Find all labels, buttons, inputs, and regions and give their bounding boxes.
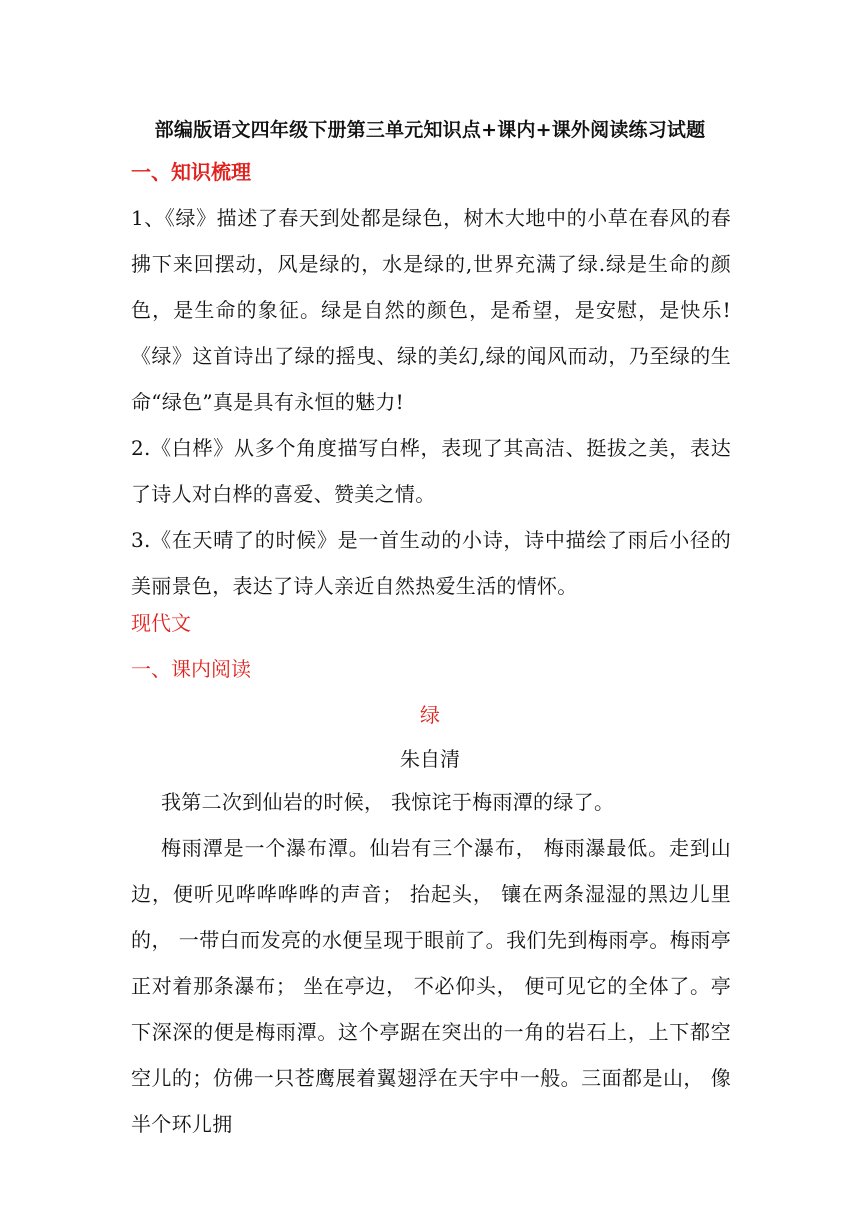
passage-title: 绿 — [420, 703, 440, 727]
passage-author: 朱自清 — [400, 747, 460, 771]
section-heading-knowledge: 一、知识梳理 — [131, 160, 251, 184]
passage-paragraph-2: 梅雨潭是一个瀑布潭。仙岩有三个瀑布， 梅雨瀑最低。走到山边，便听见哗哗哗哗的声音； 抬起头， 镶在两条湿湿的黑边儿里的， 一带白而发亮的水便呈现于眼前了。我们先到梅雨亭。梅雨亭正对着那条瀑布； 坐在亭边， 不必仰头， 便可见它的全体了。亭下深深的便是梅雨潭。这个亭踞在突出的一角的岩石上，上下都空空儿的；仿佛一只苍鹰展着翼翅浮在天宇中一般。三面都是山， 像半个环儿拥 — [131, 836, 731, 1136]
knowledge-point-3: 3.《在天晴了的时候》是一首生动的小诗，诗中描绘了雨后小径的美丽景色，表达了诗人亲近自然热爱生活的情怀。 — [131, 528, 731, 598]
section-heading-modern-text: 现代文 — [131, 611, 191, 635]
knowledge-points — [131, 195, 731, 609]
document-title: 部编版语文四年级下册第三单元知识点+课内+课外阅读练习试题 — [154, 119, 706, 141]
knowledge-point-1: 1、《绿》描述了春天到处都是绿色，树木大地中的小草在春风的春拂下来回摆动，风是绿的，水是绿的,世界充满了绿.绿是生命的颜色，是生命的象征。绿是自然的颜色，是希望，是安慰，是快乐!《绿》这首诗出了绿的摇曳、绿的美幻,绿的闻风而动，乃至绿的生命“绿色”真是具有永恒的魅力! — [131, 206, 731, 414]
passage-body — [131, 779, 731, 1147]
knowledge-point-2: 2.《白桦》从多个角度描写白桦，表现了其高洁、挺拔之美，表达了诗人对白桦的喜爱、赞美之情。 — [131, 436, 731, 506]
passage-paragraph-1: 我第二次到仙岩的时候， 我惊诧于梅雨潭的绿了。 — [161, 790, 615, 814]
section-heading-reading: 一、课内阅读 — [131, 657, 251, 681]
